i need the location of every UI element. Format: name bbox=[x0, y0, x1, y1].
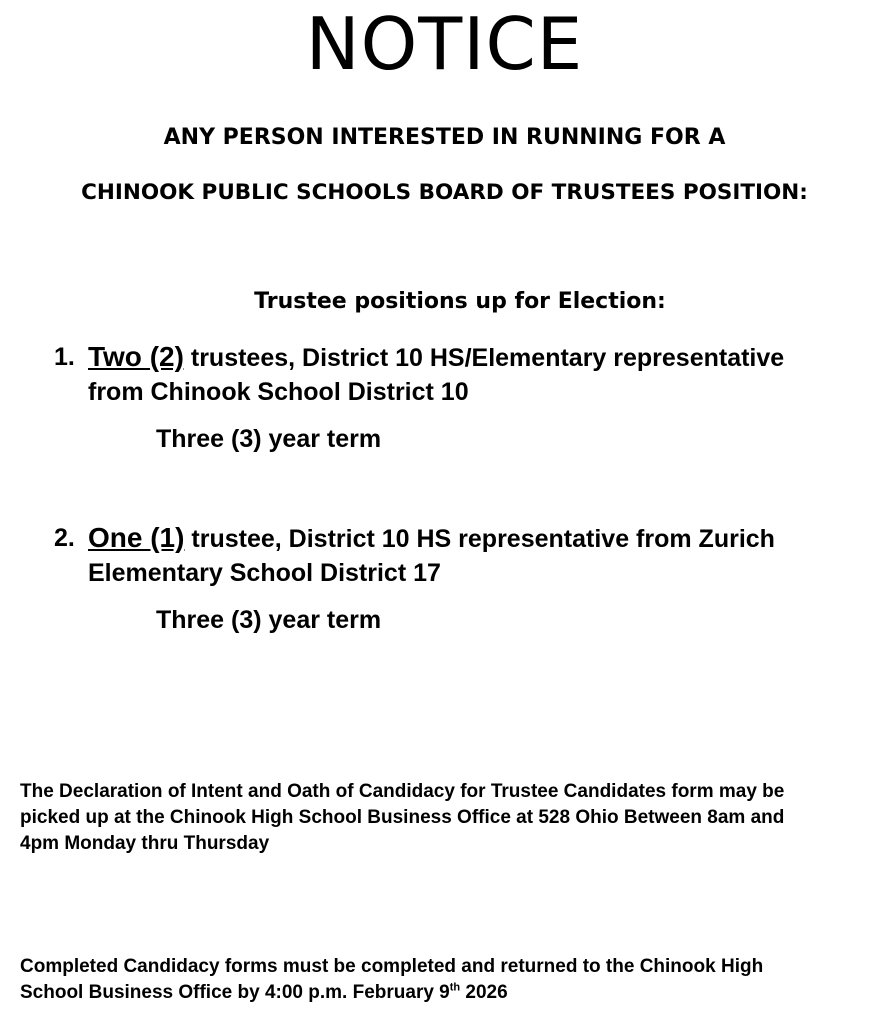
position-item-1 bbox=[54, 340, 884, 409]
pickup-line-3: 4pm Monday thru Thursday bbox=[20, 833, 270, 854]
item-number: 2. bbox=[54, 524, 75, 552]
item-count: One (1) bbox=[88, 522, 185, 553]
deadline-line-2: School Business Office by 4:00 p.m. February 9 bbox=[20, 982, 450, 1003]
item-body bbox=[88, 340, 884, 409]
subtitle-line-1: ANY PERSON INTERESTED IN RUNNING FOR A bbox=[163, 125, 726, 150]
item-description-line-2: from Chinook School District 10 bbox=[88, 378, 469, 406]
item-description: trustee, District 10 HS representative from Zurich bbox=[184, 525, 775, 553]
item-count: Two (2) bbox=[88, 341, 184, 372]
item-body bbox=[88, 521, 884, 590]
pickup-paragraph bbox=[20, 779, 880, 857]
notice-title: NOTICE bbox=[305, 2, 584, 86]
item-1-term: Three (3) year term bbox=[156, 425, 382, 453]
deadline-paragraph bbox=[20, 954, 880, 1006]
pickup-line-1: The Declaration of Intent and Oath of Candidacy for Trustee Candidates form may be bbox=[20, 781, 785, 802]
item-description-line-2: Elementary School District 17 bbox=[88, 559, 441, 587]
deadline-line-1: Completed Candidacy forms must be completed and returned to the Chinook High bbox=[20, 956, 764, 977]
position-item-2 bbox=[54, 521, 884, 590]
positions-heading: Trustee positions up for Election: bbox=[254, 289, 666, 314]
item-number: 1. bbox=[54, 343, 75, 371]
deadline-ordinal-suffix: th bbox=[449, 981, 461, 994]
deadline-year: 2026 bbox=[460, 982, 508, 1003]
subtitle-line-2: CHINOOK PUBLIC SCHOOLS BOARD OF TRUSTEES POSITION: bbox=[81, 180, 808, 205]
pickup-line-2: picked up at the Chinook High School Business Office at 528 Ohio Between 8am and bbox=[20, 807, 785, 828]
item-2-term: Three (3) year term bbox=[156, 606, 382, 634]
item-description: trustees, District 10 HS/Elementary representative bbox=[183, 344, 785, 372]
